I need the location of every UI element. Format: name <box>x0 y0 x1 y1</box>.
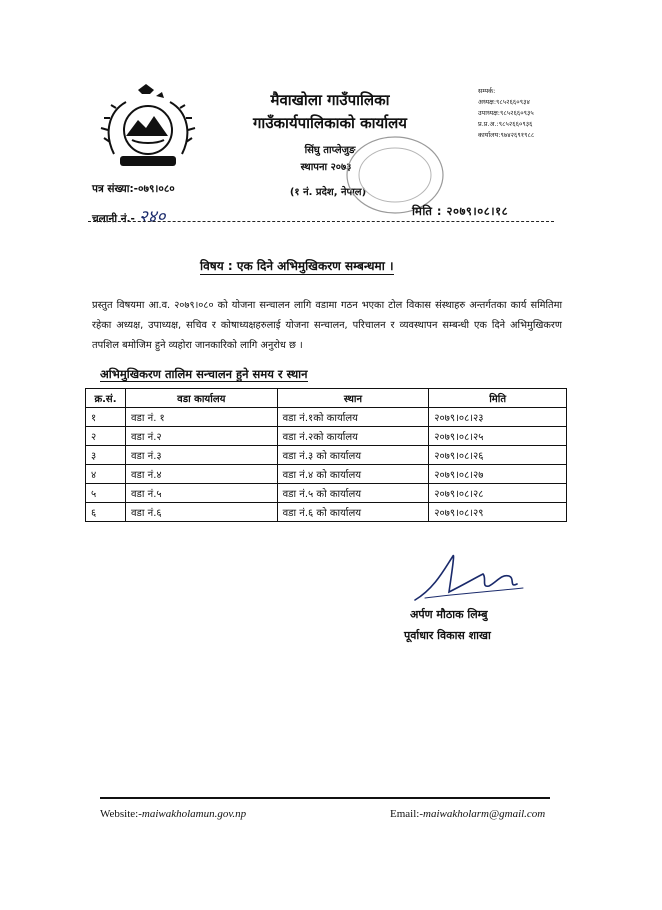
contact-cao: प्र.प्र.अ.:९८५२६६०९३६ <box>478 120 533 128</box>
table-row <box>86 408 567 427</box>
cell-ward: वडा नं.२ <box>125 427 277 446</box>
contact-title: सम्पर्क: <box>478 87 496 95</box>
handwritten-signature <box>405 548 535 608</box>
cell-date: २०७९।०८।२८ <box>429 484 567 503</box>
signatory-title: पूर्वाधार विकास शाखा <box>404 629 491 642</box>
cell-ward: वडा नं. १ <box>125 408 277 427</box>
table-row <box>86 465 567 484</box>
cell-date: २०७९।०८।२३ <box>429 408 567 427</box>
contact-block <box>478 86 534 141</box>
cell-serial: ६ <box>86 503 126 522</box>
header-date: मिति <box>429 389 567 408</box>
dispatch-number <box>92 204 165 227</box>
cell-serial: ४ <box>86 465 126 484</box>
cell-serial: ३ <box>86 446 126 465</box>
schedule-title <box>100 367 308 382</box>
cell-venue: वडा नं.२को कार्यालय <box>277 427 429 446</box>
dispatch-label: चलानी नं.- <box>92 213 135 225</box>
table-row <box>86 484 567 503</box>
municipality-name: मैवाखोला गाउँपालिका <box>270 91 390 109</box>
email-link[interactable]: maiwakholarm@gmail.com <box>423 808 546 820</box>
table-row <box>86 446 567 465</box>
cell-venue: वडा नं.६ को कार्यालय <box>277 503 429 522</box>
cell-ward: वडा नं.३ <box>125 446 277 465</box>
contact-chair: अध्यक्ष:९८५२६६०९३४ <box>478 98 530 106</box>
header-divider <box>88 221 554 222</box>
contact-vice-chair: उपाध्यक्ष:९८५२६६०९३५ <box>478 109 534 117</box>
schedule-title-text: अभिमुखिकरण तालिम सन्चालन हुने समय र स्थान <box>100 367 308 381</box>
cell-venue: वडा नं.१को कार्यालय <box>277 408 429 427</box>
nepal-emblem-logo <box>96 84 200 174</box>
cell-serial: ५ <box>86 484 126 503</box>
header-venue: स्थान <box>277 389 429 408</box>
office-name: गाउँकार्यपालिकाको कार्यालय <box>252 114 407 132</box>
letter-subject <box>200 257 394 274</box>
cell-date: २०७९।०८।२६ <box>429 446 567 465</box>
schedule-table <box>85 388 567 522</box>
footer-email <box>390 808 545 820</box>
established-year: स्थापना २०७३ <box>300 162 352 173</box>
table-row <box>86 427 567 446</box>
letter-body: प्रस्तुत विषयमा आ.व. २०७९।०८० को योजना सन्चालन लागि वडामा गठन भएका टोल विकास संस्थाहरु अन्तर्गतका कार्य समितिमा रहेका अध्यक्ष, उपाध्यक्ष, सचिव र कोषाध्यक्षहरुलाई योजना सन्चालन, परिचालन र व्यवस्थापन सम्बन्धी एक दिने अभिमुखिकरण तपशिल बमोजिम हुने व्यहोरा जानकारिको लागि अनुरोध छ । <box>92 300 562 351</box>
cell-date: २०७९।०८।२७ <box>429 465 567 484</box>
cell-venue: वडा नं.३ को कार्यालय <box>277 446 429 465</box>
cell-date: २०७९।०८।२५ <box>429 427 567 446</box>
province-line: (१ नं. प्रदेश, नेपाल) <box>289 187 367 198</box>
ref-label: पत्र संख्या:- <box>92 183 139 195</box>
cell-venue: वडा नं.५ को कार्यालय <box>277 484 429 503</box>
header-serial: क्र.सं. <box>86 389 126 408</box>
cell-ward: वडा नं.६ <box>125 503 277 522</box>
letter-reference <box>92 182 175 196</box>
cell-ward: वडा नं.५ <box>125 484 277 503</box>
cell-serial: १ <box>86 408 126 427</box>
cell-ward: वडा नं.४ <box>125 465 277 484</box>
office-location: सिंघु ताप्लेजुङ <box>304 145 356 156</box>
footer-divider <box>100 797 550 799</box>
email-label: Email:- <box>390 808 423 820</box>
cell-serial: २ <box>86 427 126 446</box>
cell-venue: वडा नं.४ को कार्यालय <box>277 465 429 484</box>
header-ward-office: वडा कार्यालय <box>125 389 277 408</box>
ref-value: ०७९।०८० <box>138 183 175 195</box>
cell-date: २०७९।०८।२९ <box>429 503 567 522</box>
website-label: Website:- <box>100 808 142 820</box>
website-link[interactable]: maiwakholamun.gov.np <box>141 808 247 820</box>
signatory-name: अर्पण मौठाक लिम्बु <box>410 608 488 621</box>
dispatch-value: २४० <box>138 207 166 227</box>
subject-text: विषय : एक दिने अभिमुखिकरण सम्बन्धमा । <box>200 259 394 273</box>
letter-date: मिति : २०७९।०८।१८ <box>412 204 509 218</box>
table-row <box>86 503 567 522</box>
contact-office: कार्यालय:९७४२६९१९८८ <box>478 131 535 139</box>
footer-website <box>100 808 246 820</box>
table-header-row <box>86 389 567 408</box>
